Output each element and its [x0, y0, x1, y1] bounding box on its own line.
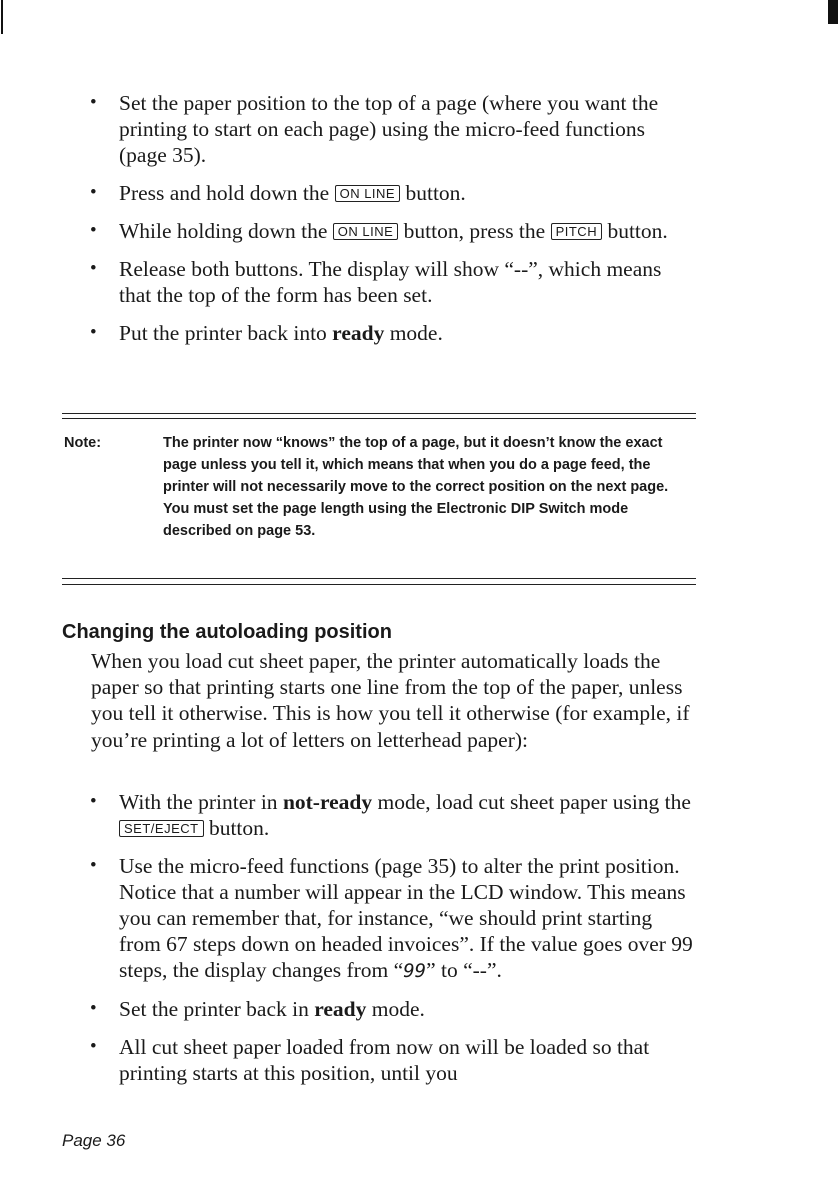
list-item: • While holding down the ON LINE button, press the PITCH button.: [88, 218, 698, 244]
list-item: • Release both buttons. The display will show “--”, which means that the top of the form has been set.: [88, 256, 698, 308]
page-number: Page 36: [62, 1131, 126, 1150]
list-item: • Press and hold down the ON LINE button.: [88, 180, 698, 206]
note-top-rule: [62, 418, 696, 419]
on-line-key: ON LINE: [333, 223, 399, 240]
note-top-rule: [62, 413, 696, 414]
intro-paragraph: When you load cut sheet paper, the printer automatically loads the paper so that printing starts one line from the top of the paper, unless you tell it otherwise. This is how you tell it otherwise (for example, if you’re printing a lot of letters on letterhead paper):: [91, 649, 690, 752]
section-heading: Changing the autoloading position: [62, 621, 392, 643]
top-bullet-list: [88, 90, 698, 358]
scan-edge-mark-left: [1, 0, 3, 34]
pitch-key: PITCH: [551, 223, 603, 240]
list-item: • All cut sheet paper loaded from now on will be loaded so that printing starts at this position, until you: [88, 1034, 698, 1086]
lcd-value: 99: [403, 960, 427, 982]
list-item: • With the printer in not-ready mode, load cut sheet paper using the SET/EJECT button.: [88, 789, 698, 841]
scan-edge-mark-right: [828, 0, 838, 24]
list-item: • Set the printer back in ready mode.: [88, 996, 698, 1022]
note-label: Note:: [64, 435, 102, 451]
note-text: The printer now “knows” the top of a page, but it doesn’t know the exact page unless you tell it, which means that when you do a page feed, the printer will not necessarily move to the correct position on the next page. You must set the page length using the Electronic DIP Switch mode described on page 53.: [163, 435, 669, 539]
list-item: • Put the printer back into ready mode.: [88, 320, 698, 346]
note-bottom-rule: [62, 578, 696, 579]
set-eject-key: SET/EJECT: [119, 820, 204, 837]
list-item: • Use the micro-feed functions (page 35) to alter the print position. Notice that a number will appear in the LCD window. This means you can remember that, for instance, “we should print starting from 67 steps down on headed invoices”. If the value goes over 99 steps, the display changes from “99” to “--”.: [88, 853, 698, 984]
autoload-bullet-list: [88, 789, 698, 1098]
on-line-key: ON LINE: [335, 185, 401, 202]
note-bottom-rule: [62, 584, 696, 585]
list-item: • Set the paper position to the top of a page (where you want the printing to start on each page) using the micro-feed functions (page 35).: [88, 90, 698, 168]
